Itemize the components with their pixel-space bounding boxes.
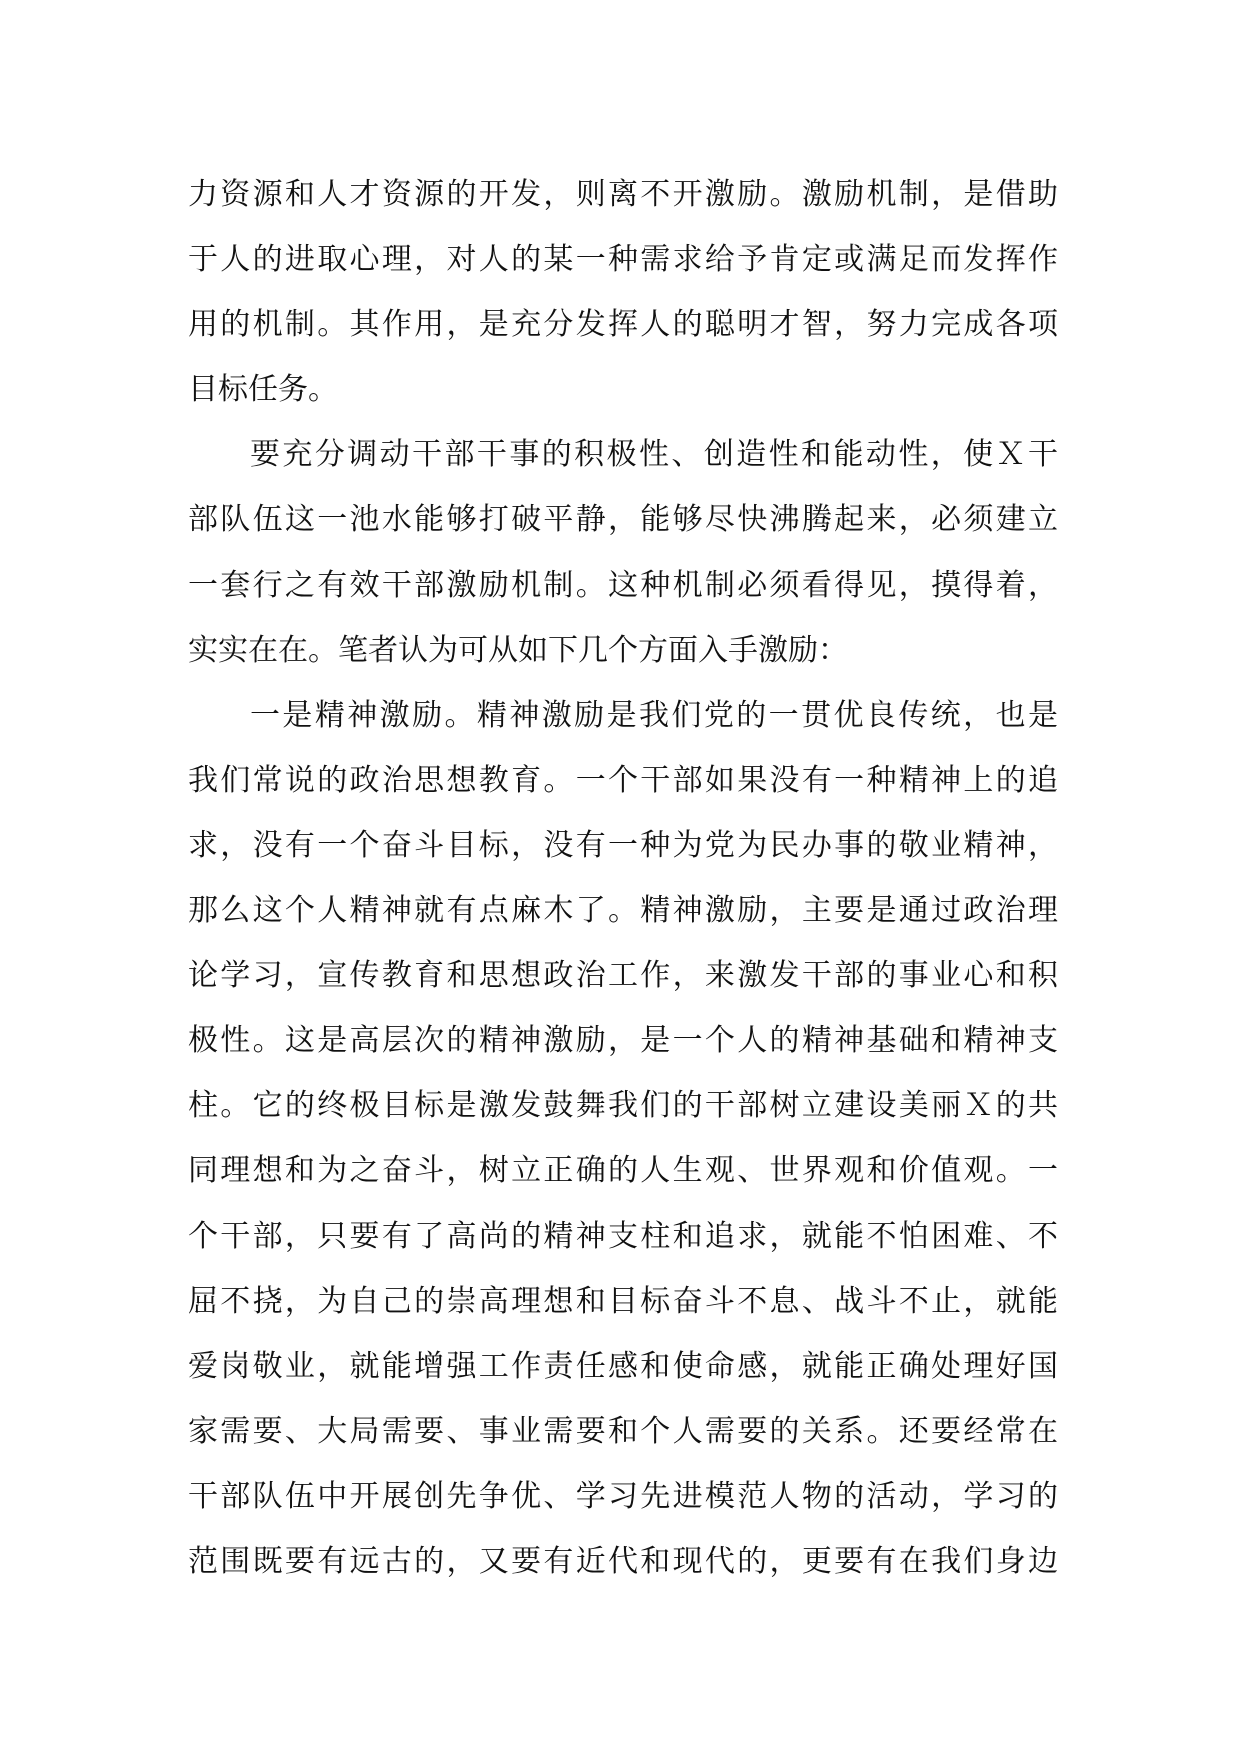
text-line: 柱。它的终极目标是激发鼓舞我们的干部树立建设美丽Ｘ的共 <box>188 1088 1058 1124</box>
text-line: 我们常说的政治思想教育。一个干部如果没有一种精神上的追 <box>188 762 1058 798</box>
text-line: 于人的进取心理，对人的某一种需求给予肯定或满足而发挥作 <box>188 242 1058 278</box>
text-line: 范围既要有远古的，又要有近代和现代的，更要有在我们身边 <box>188 1543 1058 1579</box>
text-line: 家需要、大局需要、事业需要和个人需要的关系。还要经常在 <box>188 1413 1058 1449</box>
text-line: 一是精神激励。精神激励是我们党的一贯优良传统，也是 <box>250 697 1058 733</box>
text-line: 论学习，宣传教育和思想政治工作，来激发干部的事业心和积 <box>188 958 1058 994</box>
text-line: 实实在在。笔者认为可从如下几个方面入手激励： <box>188 632 848 668</box>
text-line: 干部队伍中开展创先争优、学习先进模范人物的活动，学习的 <box>188 1478 1058 1514</box>
text-line: 个干部，只要有了高尚的精神支柱和追求，就能不怕困难、不 <box>188 1218 1058 1254</box>
text-line: 那么这个人精神就有点麻木了。精神激励，主要是通过政治理 <box>188 893 1058 929</box>
text-line: 用的机制。其作用，是充分发挥人的聪明才智，努力完成各项 <box>188 307 1058 343</box>
text-line: 同理想和为之奋斗，树立正确的人生观、世界观和价值观。一 <box>188 1153 1058 1189</box>
text-line: 部队伍这一池水能够打破平静，能够尽快沸腾起来，必须建立 <box>188 502 1058 538</box>
body-text <box>188 162 1058 1594</box>
text-line: 一套行之有效干部激励机制。这种机制必须看得见，摸得着， <box>188 567 1058 603</box>
text-line: 要充分调动干部干事的积极性、创造性和能动性，使Ｘ干 <box>250 437 1058 473</box>
text-line: 求，没有一个奋斗目标，没有一种为党为民办事的敬业精神， <box>188 827 1058 863</box>
text-line: 极性。这是高层次的精神激励，是一个人的精神基础和精神支 <box>188 1023 1058 1059</box>
text-line: 爱岗敬业，就能增强工作责任感和使命感，就能正确处理好国 <box>188 1348 1058 1384</box>
text-line: 屈不挠，为自己的崇高理想和目标奋斗不息、战斗不止，就能 <box>188 1283 1058 1319</box>
text-line: 目标任务。 <box>188 372 338 408</box>
text-line: 力资源和人才资源的开发，则离不开激励。激励机制，是借助 <box>188 177 1058 212</box>
